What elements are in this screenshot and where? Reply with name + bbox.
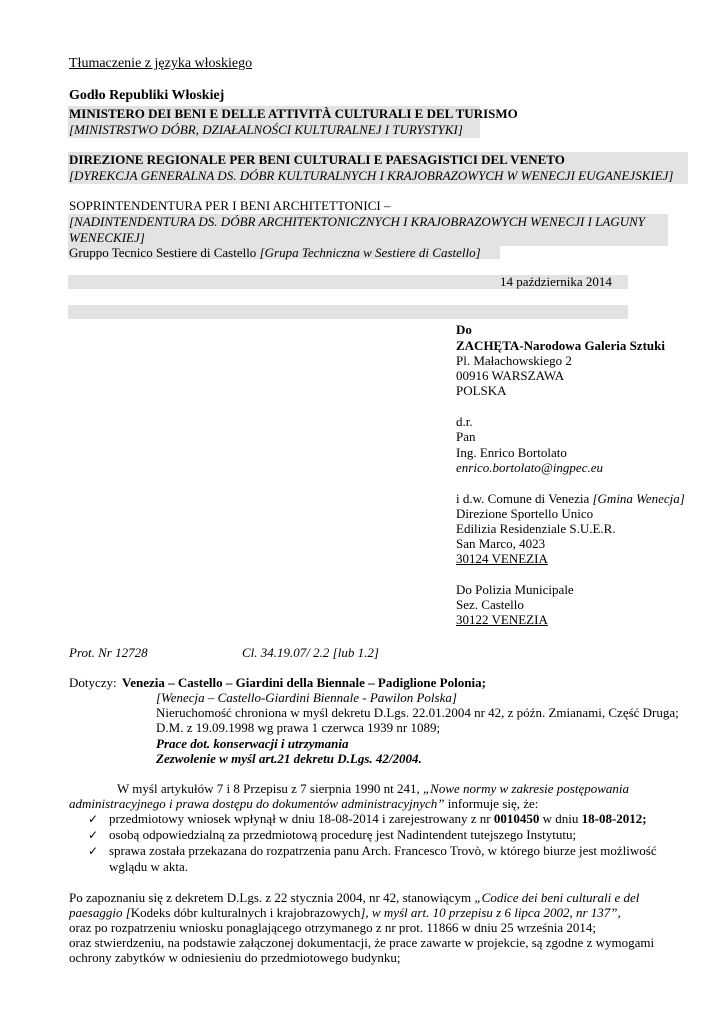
recipient-street: Pl. Małachowskiego 2 <box>456 353 572 368</box>
dw-intro-translation: [Gmina Wenecja] <box>592 491 685 506</box>
body-paragraph-2-line3: oraz po rozpatrzeniu wniosku ponaglającego otrzymanego z nr prot. 11866 w dniu 25 września 2014; <box>69 920 596 935</box>
recipient-country: POLSKA <box>456 383 507 398</box>
body-paragraph-2-line1 <box>69 890 639 906</box>
protocol-number: Prot. Nr 12728 <box>69 645 148 660</box>
subject-protection-note: Nieruchomość chroniona w myśl dekretu D.Lgs. 22.01.2004 nr 42, z późn. Zmianami, Część Druga; <box>156 705 679 720</box>
ministry-name-translation: [MINISTRSTWO DÓBR, DZIAŁALNOŚCI KULTURALNEJ I TURYSTYKI] <box>69 122 463 137</box>
p1-tail: informuje się, że: <box>444 796 539 811</box>
bullet-item-3-line2: wglądu w akta. <box>109 859 189 874</box>
bullet-1-mid: w dniu <box>539 811 582 826</box>
blank-highlight-bar <box>68 305 628 319</box>
p1-text: W myśl artykułów 7 i 8 Przepisu z 7 sierpnia 1990 nt 241, <box>117 781 423 796</box>
body-paragraph-1-line1 <box>117 781 629 797</box>
dw-department: Edilizia Residenziale S.U.E.R. <box>456 521 616 536</box>
soprintendenza-translation-line1: [NADINTENDENTURA DS. DÓBR ARCHITEKTONICZNYCH I KRAJOBRAZOWYCH WENECJI I LAGUNY <box>69 214 646 229</box>
dw-intro-line <box>456 491 685 507</box>
bullet-1-date: 18-08-2012; <box>581 811 647 826</box>
bullet-item-1 <box>109 811 647 827</box>
dw-city: 30124 VENEZIA <box>456 551 548 566</box>
cc-label: d.r. <box>456 414 473 429</box>
body-paragraph-2-line4: oraz stwierdzeniu, na podstawie załączonej dokumentacji, że prace zawarte w projekcie, są zgodne z wymogami <box>69 935 655 950</box>
dw-office: Direzione Sportello Unico <box>456 506 594 521</box>
police-city: 30122 VENEZIA <box>456 612 548 627</box>
bullet-1-number: 0010450 <box>493 811 540 826</box>
translation-note: Tłumaczenie z języka włoskiego <box>69 56 253 71</box>
checkmark-icon: ✓ <box>88 812 99 826</box>
recipient-city: 00916 WARSZAWA <box>456 368 565 383</box>
subject-works: Prace dot. konserwacji i utrzymania <box>156 736 349 751</box>
recipient-name: ZACHĘTA-Narodowa Galeria Sztuki <box>456 338 665 353</box>
gruppo-translation: [Grupa Techniczna w Sestiere di Castello] <box>259 245 481 260</box>
letter-date: 14 października 2014 <box>500 274 612 289</box>
checkmark-icon: ✓ <box>88 844 99 858</box>
p1-quote-start: „Nowe normy w zakresie postępowania <box>422 781 630 796</box>
emblem-title: Godło Republiki Włoskiej <box>69 88 225 103</box>
p2-text: Po zapoznaniu się z dekretem D.Lgs. z 22 stycznia 2004, nr 42, stanowiącym <box>69 890 475 905</box>
body-paragraph-1-line2 <box>69 796 538 812</box>
p2-quote-mid: paesaggio [ <box>69 905 131 920</box>
bullet-item-2: osobą odpowiedzialną za przedmiotową procedurę jest Nadintendent tutejszego Instytutu; <box>109 827 577 842</box>
recipient-to-label: Do <box>456 322 472 337</box>
gruppo-name: Gruppo Tecnico Sestiere di Castello <box>69 245 257 260</box>
subject-title-translation: [Wenecja – Castello-Giardini Biennale - Pawilon Polska] <box>156 690 457 705</box>
classification: Cl. 34.19.07/ 2.2 [lub 1.2] <box>242 645 379 660</box>
dw-intro: i d.w. Comune di Venezia <box>456 491 590 506</box>
p2-quote-start: „Codice dei beni culturali e del <box>474 890 640 905</box>
bullet-1-text: przedmiotowy wniosek wpłynął w dniu 18-08-2014 i zarejestrowany z nr <box>109 811 494 826</box>
cc-title: Pan <box>456 429 476 444</box>
checkmark-icon: ✓ <box>88 828 99 842</box>
subject-title: Venezia – Castello – Giardini della Biennale – Padiglione Polonia; <box>122 675 486 690</box>
subject-decree: D.M. z 19.09.1998 wg prawa 1 czerwca 1939 nr 1089; <box>156 720 441 735</box>
ministry-name: MINISTERO DEI BENI E DELLE ATTIVITÀ CULTURALI E DEL TURISMO <box>69 106 518 121</box>
gruppo-line <box>69 245 481 261</box>
police-recipient: Do Polizia Municipale <box>456 582 574 597</box>
subject-permit: Zezwolenie w myśl art.21 dekretu D.Lgs. 42/2004. <box>156 751 422 766</box>
direzione-name: DIREZIONE REGIONALE PER BENI CULTURALI E PAESAGISTICI DEL VENETO <box>69 152 565 167</box>
cc-name: Ing. Enrico Bortolato <box>456 445 567 460</box>
police-section: Sez. Castello <box>456 597 524 612</box>
soprintendenza-name: SOPRINTENDENTURA PER I BENI ARCHITETTONICI – <box>69 198 391 213</box>
p2-quote-end: ], w myśl art. 10 przepisu z 6 lipca 2002, nr 137”, <box>360 905 621 920</box>
dw-address: San Marco, 4023 <box>456 536 546 551</box>
bullet-item-3-line1: sprawa została przekazana do rozpatrzenia panu Arch. Francesco Trovò, w którego biurze jest możliwość <box>109 843 657 858</box>
body-paragraph-2-line2 <box>69 905 621 921</box>
soprintendenza-translation-line2: WENECKIEJ] <box>69 230 145 245</box>
body-paragraph-2-line5: ochrony zabytków w odniesieniu do przedmiotowego budynku; <box>69 950 401 965</box>
p1-quote-end: administracyjnego i prawa dostępu do dokumentów administracyjnych” <box>69 796 445 811</box>
subject-label: Dotyczy: <box>69 675 117 690</box>
p2-code-translation: Kodeks dóbr kulturalnych i krajobrazowych <box>130 905 361 920</box>
cc-email: enrico.bortolato@ingpec.eu <box>456 460 603 475</box>
direzione-name-translation: [DYREKCJA GENERALNA DS. DÓBR KULTURALNYCH I KRAJOBRAZOWYCH W WENECJI EUGANEJSKIEJ] <box>69 168 674 183</box>
